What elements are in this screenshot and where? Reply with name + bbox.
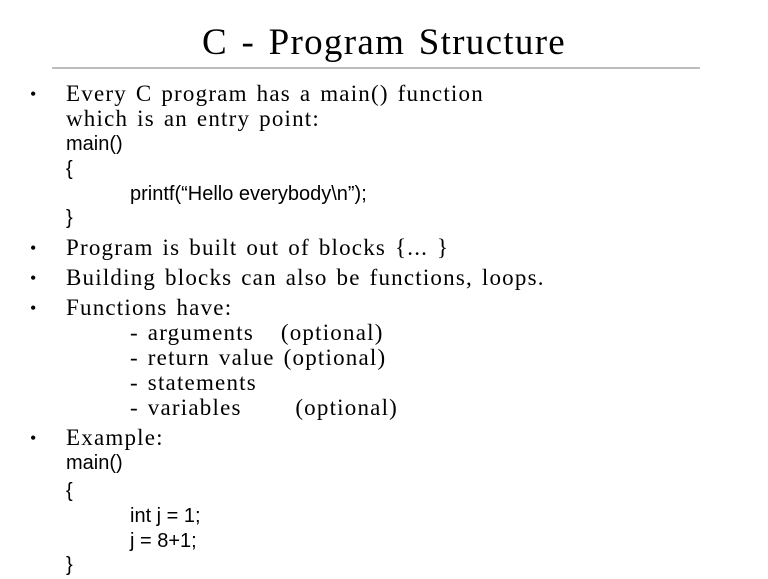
code-line: main()	[66, 452, 123, 474]
code-line: }	[66, 207, 73, 229]
code-line: int j = 1;	[130, 505, 201, 527]
code-line: main()	[66, 133, 123, 155]
bullet-3-text: Building blocks can also be functions, loops.	[66, 265, 545, 290]
code-line: {	[66, 480, 73, 502]
sub-item: - variables (optional)	[130, 395, 399, 420]
bullet-icon: •	[30, 268, 37, 288]
bullet-icon: •	[30, 84, 37, 104]
bullet-2-text: Program is built out of blocks {... }	[66, 235, 450, 260]
bullet-5-text: Example:	[66, 425, 164, 450]
sub-item: - statements	[130, 370, 257, 395]
slide-title: C - Program Structure	[201, 22, 567, 63]
bullet-icon: •	[30, 298, 37, 318]
code-line: printf(“Hello everybody\n”);	[130, 183, 367, 205]
bullet-icon: •	[30, 428, 37, 448]
bullet-1-line-2: which is an entry point:	[66, 106, 320, 131]
sub-item: - return value (optional)	[130, 345, 387, 370]
title-divider	[52, 67, 700, 69]
code-line: {	[66, 158, 73, 180]
bullet-4-text: Functions have:	[66, 295, 233, 320]
bullet-icon: •	[30, 238, 37, 258]
bullet-1-line-1: Every C program has a main() function	[66, 81, 484, 106]
sub-item: - arguments (optional)	[130, 320, 384, 345]
code-line: }	[66, 554, 73, 576]
code-line: j = 8+1;	[130, 530, 197, 552]
